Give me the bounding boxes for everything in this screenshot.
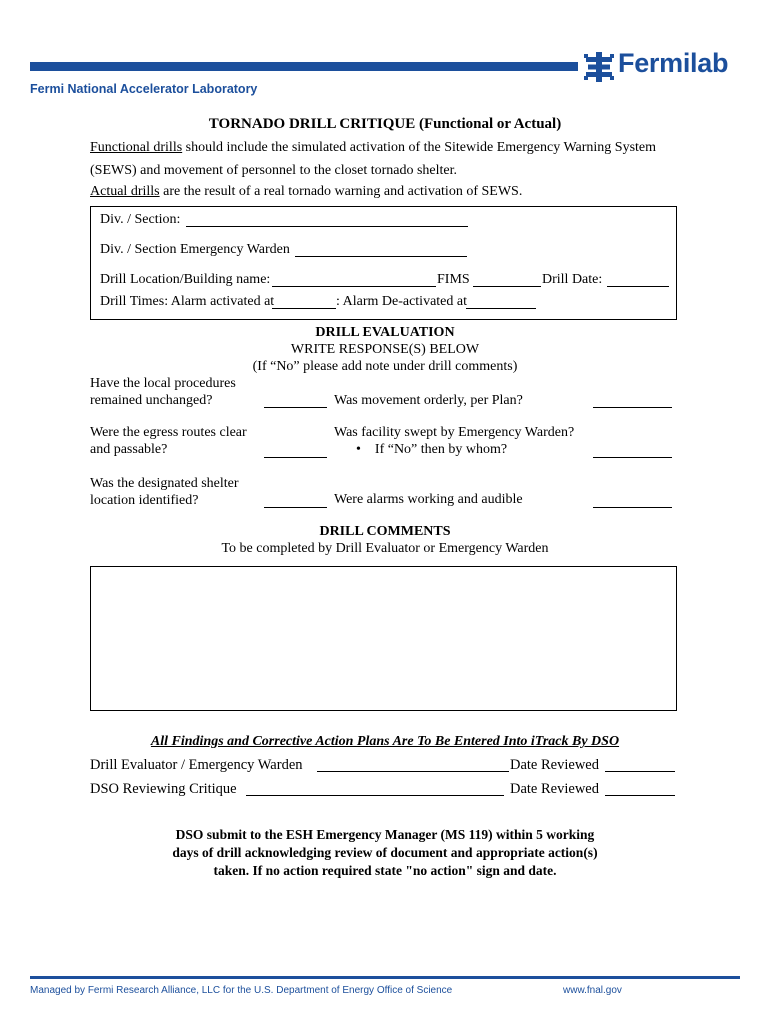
findings-note: All Findings and Corrective Action Plans Are To Be Entered Into iTrack By DSO [150, 734, 620, 749]
drill-date-field[interactable] [607, 286, 669, 287]
date-reviewed-field-1[interactable] [605, 771, 675, 772]
answer-alarms[interactable] [593, 507, 672, 508]
question-swept-bullet-text: If “No” then by whom? [374, 442, 508, 457]
question-egress-line1: Were the egress routes clear [90, 425, 247, 440]
answer-shelter[interactable] [264, 507, 327, 508]
instructions-line2: days of drill acknowledging review of document and appropriate action(s) [172, 845, 598, 860]
question-procedures-line2: remained unchanged? [90, 393, 213, 408]
fims-field[interactable] [473, 286, 541, 287]
answer-movement[interactable] [593, 407, 672, 408]
evaluation-note: (If “No” please add note under drill comments) [252, 359, 518, 374]
dso-label: DSO Reviewing Critique [90, 781, 237, 797]
question-shelter-line1: Was the designated shelter [90, 476, 239, 491]
alarm-deactivated-field[interactable] [466, 308, 536, 309]
question-procedures [90, 375, 236, 409]
instructions-line3: taken. If no action required state "no action" sign and date. [213, 863, 557, 878]
alarm-activated-field[interactable] [272, 308, 336, 309]
comments-subheading: To be completed by Drill Evaluator or Emergency Warden [221, 541, 549, 556]
date-reviewed-label-2: Date Reviewed [510, 781, 599, 797]
fims-label: FIMS [437, 272, 470, 287]
date-reviewed-field-2[interactable] [605, 795, 675, 796]
evaluation-heading: DRILL EVALUATION [315, 325, 455, 340]
functional-term: Functional drills [90, 140, 183, 155]
fermilab-logo-icon [584, 52, 614, 82]
question-swept-bullet [356, 441, 507, 458]
page-title: TORNADO DRILL CRITIQUE (Functional or Actual) [208, 116, 562, 132]
functional-text: should include the simulated activation of the Sitewide Emergency Warning System [182, 140, 657, 155]
question-shelter [90, 475, 239, 509]
question-alarms: Were alarms working and audible [334, 492, 523, 507]
footer-managed-by: Managed by Fermi Research Alliance, LLC for the U.S. Department of Energy Office of Science [30, 985, 453, 996]
footer-bar [30, 976, 740, 979]
comments-heading: DRILL COMMENTS [319, 524, 451, 539]
lab-name: Fermi National Accelerator Laboratory [30, 82, 258, 96]
comments-box[interactable] [90, 566, 677, 711]
intro-functional [90, 140, 656, 156]
alarm-deactivated-label: : Alarm De-activated at [336, 294, 467, 309]
intro-functional-cont: (SEWS) and movement of personnel to the closet tornado shelter. [90, 163, 458, 178]
answer-procedures[interactable] [264, 407, 327, 408]
question-movement: Was movement orderly, per Plan? [334, 393, 523, 408]
question-swept: Was facility swept by Emergency Warden? [334, 425, 575, 440]
footer-website-link[interactable]: www.fnal.gov [563, 985, 622, 996]
drill-location-field[interactable] [272, 286, 436, 287]
question-procedures-line1: Have the local procedures [90, 376, 236, 391]
drill-date-label: Drill Date: [542, 272, 603, 287]
intro-actual [90, 184, 522, 200]
bullet-icon: • [356, 442, 361, 457]
instructions-line1: DSO submit to the ESH Emergency Manager (MS 119) within 5 working [175, 827, 595, 842]
evaluator-label: Drill Evaluator / Emergency Warden [90, 757, 303, 773]
question-egress [90, 424, 247, 458]
answer-egress[interactable] [264, 457, 327, 458]
actual-term: Actual drills [90, 184, 160, 199]
div-section-field[interactable] [186, 226, 468, 227]
question-shelter-line2: location identified? [90, 493, 199, 508]
div-section-label: Div. / Section: [100, 212, 181, 227]
actual-text: are the result of a real tornado warning and activation of SEWS. [159, 184, 523, 199]
drill-location-label: Drill Location/Building name: [100, 272, 271, 287]
header-bar [30, 62, 578, 71]
brand-name: Fermilab [618, 48, 729, 78]
dso-signature-field[interactable] [246, 795, 504, 796]
question-egress-line2: and passable? [90, 442, 168, 457]
emergency-warden-field[interactable] [295, 256, 467, 257]
evaluator-signature-field[interactable] [317, 771, 509, 772]
date-reviewed-label-1: Date Reviewed [510, 757, 599, 773]
alarm-activated-label: Drill Times: Alarm activated at [100, 294, 275, 309]
answer-swept[interactable] [593, 457, 672, 458]
emergency-warden-label: Div. / Section Emergency Warden [100, 242, 290, 257]
evaluation-subheading: WRITE RESPONSE(S) BELOW [290, 342, 480, 357]
